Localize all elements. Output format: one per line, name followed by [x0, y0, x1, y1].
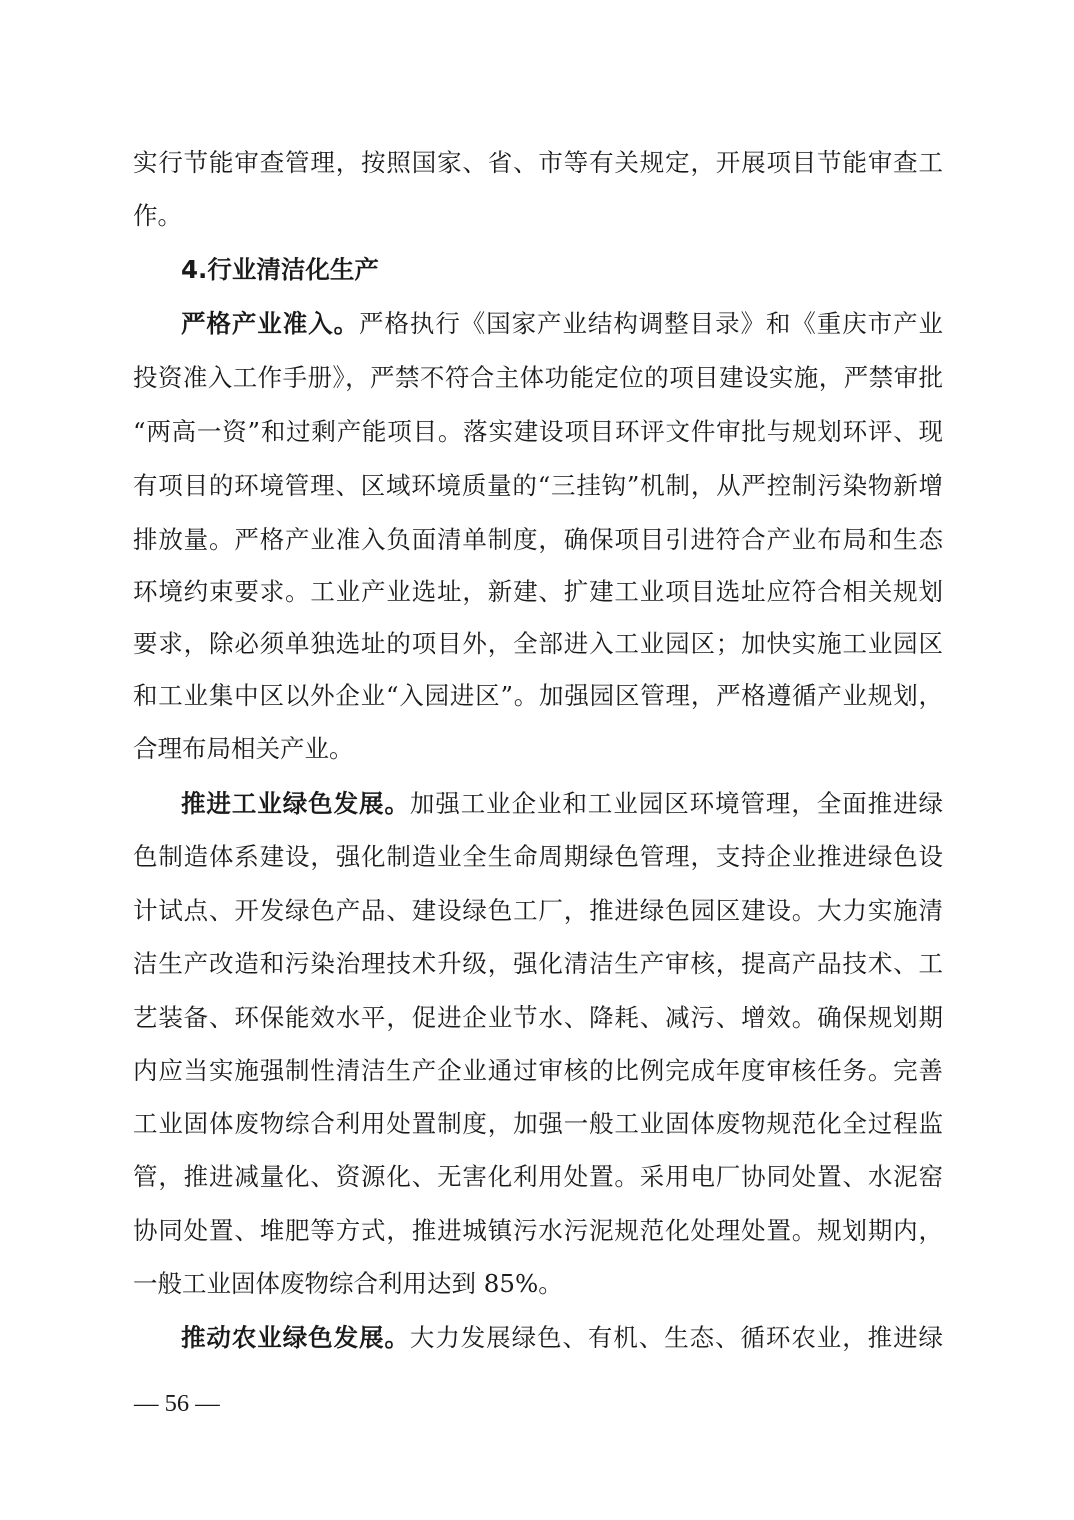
paragraph-first-line [181, 297, 943, 351]
paragraph-first-line [181, 1311, 943, 1365]
text-line: 要求，除必须单独选址的项目外，全部进入工业园区；加快实施工业园区 [133, 629, 943, 658]
section-heading: 4.行业清洁化生产 [181, 255, 379, 284]
paragraph-lead: 推动农业绿色发展。 [181, 1323, 410, 1352]
text-line: 合理布局相关产业。 [133, 734, 354, 763]
text-line: 一般工业固体废物综合利用达到 85%。 [133, 1269, 563, 1298]
text-line: 环境约束要求。工业产业选址，新建、扩建工业项目选址应符合相关规划 [133, 577, 943, 606]
text-span: 严格执行《国家产业结构调整目录》和《重庆市产业 [359, 309, 944, 338]
text-line: 计试点、开发绿色产品、建设绿色工厂，推进绿色园区建设。大力实施清 [133, 896, 943, 925]
text-line: 作。 [133, 201, 182, 230]
paragraph-lead: 推进工业绿色发展。 [181, 789, 410, 818]
text-span: 加强工业企业和工业园区环境管理，全面推进绿 [409, 789, 944, 818]
text-line: 排放量。严格产业准入负面清单制度，确保项目引进符合产业布局和生态 [133, 525, 943, 554]
page-number: — 56 — [134, 1390, 220, 1417]
text-line: 投资准入工作手册》，严禁不符合主体功能定位的项目建设实施，严禁审批 [133, 363, 943, 392]
text-line: 色制造体系建设，强化制造业全生命周期绿色管理，支持企业推进绿色设 [133, 842, 943, 871]
text-line: 内应当实施强制性清洁生产企业通过审核的比例完成年度审核任务。完善 [133, 1056, 943, 1085]
paragraph-first-line [181, 777, 943, 831]
text-line: 洁生产改造和污染治理技术升级，强化清洁生产审核，提高产品技术、工 [133, 949, 943, 978]
text-line: 和工业集中区以外企业“入园进区”。加强园区管理，严格遵循产业规划， [133, 681, 943, 710]
text-line: 有项目的环境管理、区域环境质量的“三挂钩”机制，从严控制污染物新增 [133, 471, 943, 500]
text-line: “两高一资”和过剩产能项目。落实建设项目环评文件审批与规划环评、现 [133, 417, 943, 446]
paragraph-lead: 严格产业准入。 [181, 309, 360, 338]
text-span: 大力发展绿色、有机、生态、循环农业，推进绿 [409, 1323, 944, 1352]
text-line: 协同处置、堆肥等方式，推进城镇污水污泥规范化处理处置。规划期内， [133, 1216, 943, 1245]
text-line: 艺装备、环保能效水平，促进企业节水、降耗、减污、增效。确保规划期 [133, 1003, 943, 1032]
text-line: 工业固体废物综合利用处置制度，加强一般工业固体废物规范化全过程监 [133, 1109, 943, 1138]
text-line: 实行节能审查管理，按照国家、省、市等有关规定，开展项目节能审查工 [133, 148, 943, 177]
text-line: 管，推进减量化、资源化、无害化利用处置。采用电厂协同处置、水泥窑 [133, 1162, 943, 1191]
